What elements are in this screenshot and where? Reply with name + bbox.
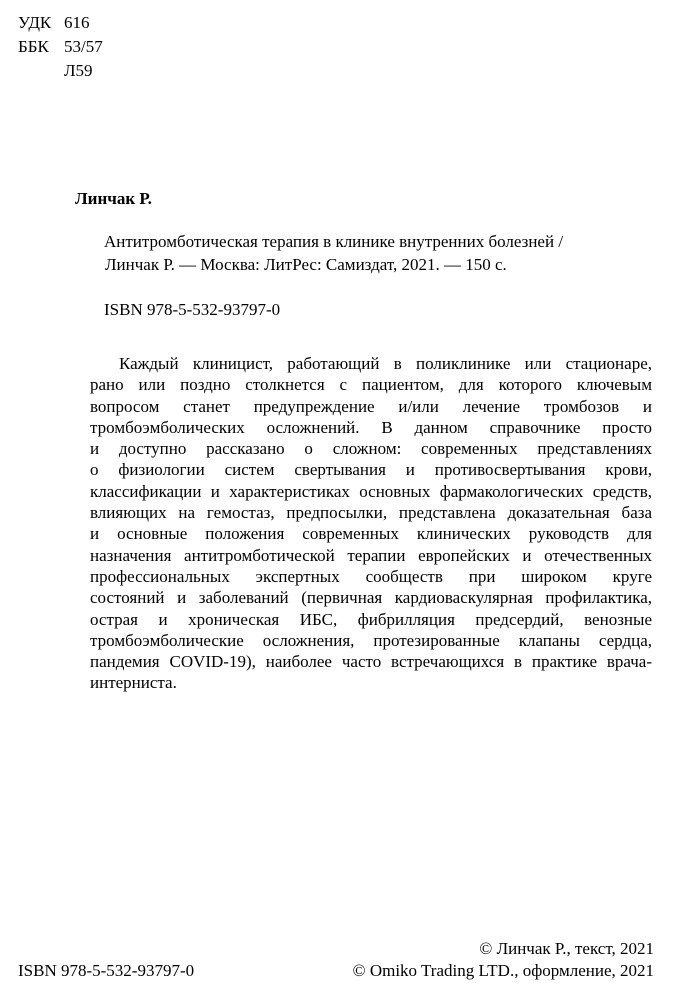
abstract-line: вопросом станет предупреждение и/или лечение тромбозов и xyxy=(90,396,652,416)
abstract-line: профессиональных экспертных сообществ при широком круге xyxy=(90,566,652,586)
abstract-line: пандемия COVID-19), наиболее часто встречающихся в практике врача- xyxy=(90,652,652,672)
footer-isbn: ISBN 978-5-532-93797-0 xyxy=(18,961,195,980)
bbk-value: 53/57 xyxy=(64,37,103,56)
isbn: ISBN 978-5-532-93797-0 xyxy=(104,300,281,319)
bbk-label: ББК xyxy=(18,37,49,56)
author-heading: Линчак Р. xyxy=(75,189,152,208)
abstract-line: Каждый клиницист, работающий в поликлинике или стационаре, xyxy=(119,354,652,373)
copyright-design: © Omiko Trading LTD., оформление, 2021 xyxy=(352,961,654,980)
biblio-line-imprint: Линчак Р. — Москва: ЛитРес: Самиздат, 2021. — 150 с. xyxy=(105,255,507,274)
abstract xyxy=(90,353,652,694)
copyright-text: © Линчак Р., текст, 2021 xyxy=(479,939,654,958)
biblio-line-title: Антитромботическая терапия в клинике внутренних болезней / xyxy=(104,232,564,251)
abstract-line: о физиологии систем свертывания и противосвертывания крови, xyxy=(90,460,652,480)
abstract-line: влияющих на гемостаз, предпосылки, представлена доказательная база xyxy=(90,503,652,523)
abstract-line: рано или поздно столкнется с пациентом, для которого ключевым xyxy=(90,375,652,395)
abstract-line: и основные положения современных клинических руководств для xyxy=(90,524,652,544)
abstract-line: назначения антитромботической терапии европейских и отечественных xyxy=(90,545,652,565)
abstract-line: тромбоэмболических осложнений. В данном справочнике просто xyxy=(90,417,652,437)
bibliographic-record xyxy=(104,230,634,276)
abstract-line: тромбоэмболические осложнения, протезированные клапаны сердца, xyxy=(90,630,652,650)
udk-label: УДК xyxy=(18,13,52,32)
abstract-line: острая и хроническая ИБС, фибрилляция предсердий, венозные xyxy=(90,609,652,629)
author-sign: Л59 xyxy=(64,61,93,80)
abstract-line: состояний и заболеваний (первичная кардиоваскулярная профилактика, xyxy=(90,588,652,608)
udk-value: 616 xyxy=(64,13,90,32)
abstract-line: классификации и характеристиках основных фармакологических средств, xyxy=(90,481,652,501)
abstract-line: интерниста. xyxy=(90,673,177,693)
abstract-line: и доступно рассказано о сложном: современных представлениях xyxy=(90,439,652,459)
